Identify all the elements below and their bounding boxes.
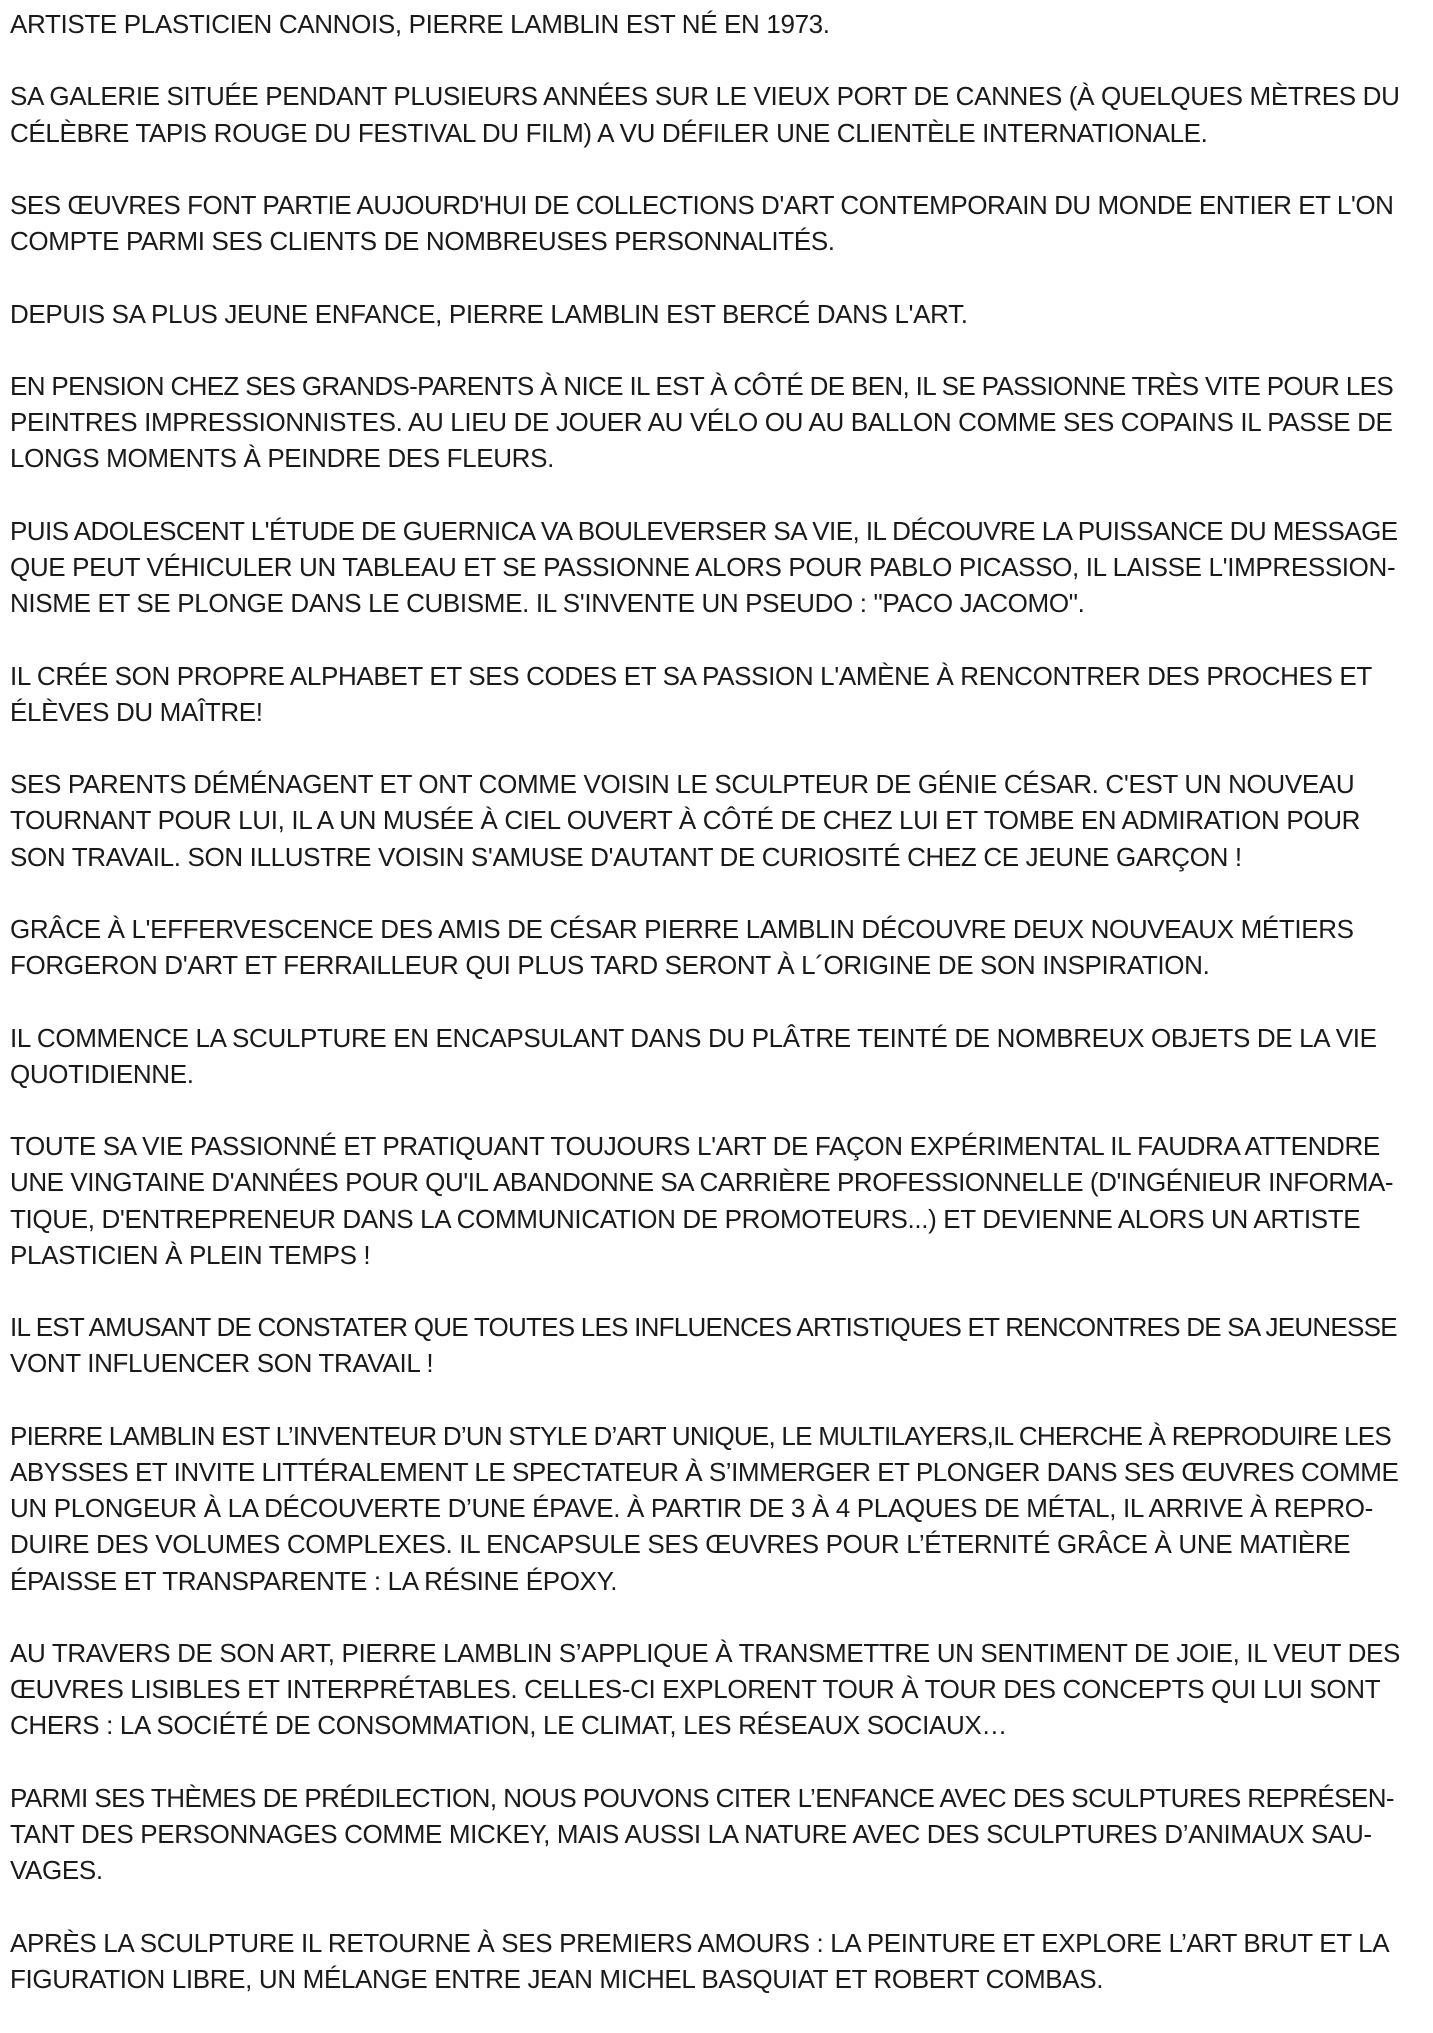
text-line: GRÂCE À L'EFFERVESCENCE DES AMIS DE CÉSAR PIERRE LAMBLIN DÉCOUVRE DEUX NOUVEAUX MÉTIERS [10,913,1354,944]
paragraph [10,1309,1400,1381]
text-line: VONT INFLUENCER SON TRAVAIL ! [10,1348,434,1379]
text-line: UN PLONGEUR À LA DÉCOUVERTE D’UNE ÉPAVE. À PARTIR DE 3 À 4 PLAQUES DE MÉTAL, IL ARRIVE À REPRO- [10,1493,1373,1524]
paragraph [10,368,1400,477]
text-line: PARMI SES THÈMES DE PRÉDILECTION, NOUS POUVONS CITER L’ENFANCE AVEC DES SCULPTURES REPRÉSEN- [10,1782,1395,1813]
paragraph [10,1128,1400,1273]
text-line: SES ŒUVRES FONT PARTIE AUJOURD'HUI DE COLLECTIONS D'ART CONTEMPORAIN DU MONDE ENTIER ET L'ON [10,189,1394,220]
paragraph [10,6,1400,42]
text-line: ÉLÈVES DU MAÎTRE! [10,696,263,727]
text-line: ÉPAISSE ET TRANSPARENTE : LA RÉSINE ÉPOXY. [10,1565,618,1596]
text-line: DUIRE DES VOLUMES COMPLEXES. IL ENCAPSULE SES ŒUVRES POUR L’ÉTERNITÉ GRÂCE À UNE MATIÈRE [10,1529,1351,1560]
text-line: APRÈS LA SCULPTURE IL RETOURNE À SES PREMIERS AMOURS : LA PEINTURE ET EXPLORE L’ART BRUT ET LA [10,1927,1390,1958]
text-line: AU TRAVERS DE SON ART, PIERRE LAMBLIN S’APPLIQUE À TRANSMETTRE UN SENTIMENT DE JOIE, IL VEUT DES [10,1637,1400,1668]
text-line: TOURNANT POUR LUI, IL A UN MUSÉE À CIEL OUVERT À CÔTÉ DE CHEZ LUI ET TOMBE EN ADMIRATION POUR [10,805,1361,836]
biography-document [10,6,1400,2033]
text-line: PIERRE LAMBLIN EST L’INVENTEUR D’UN STYLE D’ART UNIQUE, LE MULTILAYERS,IL CHERCHE À REPRODUIRE LES [10,1420,1391,1451]
text-line: TOUTE SA VIE PASSIONNÉ ET PRATIQUANT TOUJOURS L'ART DE FAÇON EXPÉRIMENTAL IL FAUDRA ATTENDRE [10,1131,1380,1162]
paragraph [10,1780,1400,1889]
text-line: DEPUIS SA PLUS JEUNE ENFANCE, PIERRE LAMBLIN EST BERCÉ DANS L'ART. [10,298,968,329]
paragraph [10,296,1400,332]
paragraph [10,1418,1400,1599]
paragraph [10,766,1400,875]
text-line: FIGURATION LIBRE, UN MÉLANGE ENTRE JEAN MICHEL BASQUIAT ET ROBERT COMBAS. [10,1963,1104,1994]
text-line: ABYSSES ET INVITE LITTÉRALEMENT LE SPECTATEUR À S’IMMERGER ET PLONGER DANS SES ŒUVRES COMME [10,1456,1399,1487]
paragraph [10,1925,1400,1997]
paragraph [10,1020,1400,1092]
text-line: SES PARENTS DÉMÉNAGENT ET ONT COMME VOISIN LE SCULPTEUR DE GÉNIE CÉSAR. C'EST UN NOUVEAU [10,769,1355,800]
text-line: ARTISTE PLASTICIEN CANNOIS, PIERRE LAMBLIN EST NÉ EN 1973. [10,9,830,39]
text-line: IL COMMENCE LA SCULPTURE EN ENCAPSULANT DANS DU PLÂTRE TEINTÉ DE NOMBREUX OBJETS DE LA VIE [10,1022,1377,1053]
text-line: CHERS : LA SOCIÉTÉ DE CONSOMMATION, LE CLIMAT, LES RÉSEAUX SOCIAUX… [10,1710,1008,1741]
text-line: ŒUVRES LISIBLES ET INTERPRÉTABLES. CELLES-CI EXPLORENT TOUR À TOUR DES CONCEPTS QUI LUI SONT [10,1674,1381,1705]
paragraph [10,658,1400,730]
text-line: FORGERON D'ART ET FERRAILLEUR QUI PLUS TARD SERONT À L´ORIGINE DE SON INSPIRATION. [10,950,1210,981]
text-line: SON TRAVAIL. SON ILLUSTRE VOISIN S'AMUSE D'AUTANT DE CURIOSITÉ CHEZ CE JEUNE GARÇON ! [10,841,1242,872]
text-line: PUIS ADOLESCENT L'ÉTUDE DE GUERNICA VA BOULEVERSER SA VIE, IL DÉCOUVRE LA PUISSANCE DU MESSAGE [10,515,1398,546]
text-line: TANT DES PERSONNAGES COMME MICKEY, MAIS AUSSI LA NATURE AVEC DES SCULPTURES D’ANIMAUX SAU- [10,1818,1372,1849]
text-line: IL EST AMUSANT DE CONSTATER QUE TOUTES LES INFLUENCES ARTISTIQUES ET RENCONTRES DE SA JEUNESSE [10,1312,1397,1343]
text-line: LONGS MOMENTS À PEINDRE DES FLEURS. [10,443,554,474]
text-line: EN PENSION CHEZ SES GRANDS-PARENTS À NICE IL EST À CÔTÉ DE BEN, IL SE PASSIONNE TRÈS VITE POUR LES [10,370,1394,401]
text-line: TIQUE, D'ENTREPRENEUR DANS LA COMMUNICATION DE PROMOTEURS...) ET DEVIENNE ALORS UN ARTISTE [10,1203,1361,1234]
text-line: PLASTICIEN À PLEIN TEMPS ! [10,1239,371,1270]
paragraph [10,187,1400,259]
text-line: NISME ET SE PLONGE DANS LE CUBISME. IL S'INVENTE UN PSEUDO : "PACO JACOMO". [10,588,1085,619]
text-line: QUE PEUT VÉHICULER UN TABLEAU ET SE PASSIONNE ALORS POUR PABLO PICASSO, IL LAISSE L'IMPRESSION- [10,551,1396,582]
text-line: SA GALERIE SITUÉE PENDANT PLUSIEURS ANNÉES SUR LE VIEUX PORT DE CANNES (À QUELQUES MÈTRES DU [10,81,1400,112]
paragraph [10,911,1400,983]
text-line: VAGES. [10,1855,103,1886]
text-line: COMPTE PARMI SES CLIENTS DE NOMBREUSES PERSONNALITÉS. [10,226,835,257]
paragraph [10,1635,1400,1744]
text-line: IL CRÉE SON PROPRE ALPHABET ET SES CODES ET SA PASSION L'AMÈNE À RENCONTRER DES PROCHES ET [10,660,1372,691]
paragraph [10,513,1400,622]
text-line: CÉLÈBRE TAPIS ROUGE DU FESTIVAL DU FILM) A VU DÉFILER UNE CLIENTÈLE INTERNATIONALE. [10,117,1208,148]
paragraph [10,78,1400,150]
text-line: UNE VINGTAINE D'ANNÉES POUR QU'IL ABANDONNE SA CARRIÈRE PROFESSIONNELLE (D'INGÉNIEUR INFORMA- [10,1167,1394,1198]
text-line: QUOTIDIENNE. [10,1058,194,1089]
text-line: PEINTRES IMPRESSIONNISTES. AU LIEU DE JOUER AU VÉLO OU AU BALLON COMME SES COPAINS IL PASSE DE [10,407,1393,438]
